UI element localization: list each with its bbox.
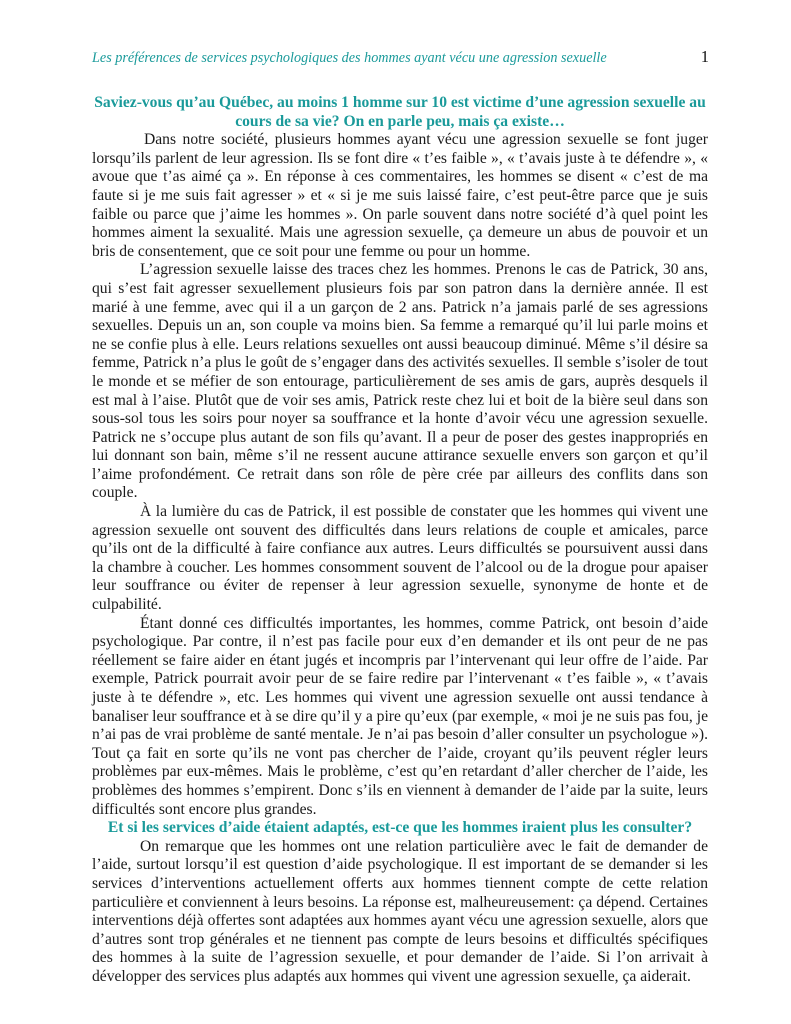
document-body	[92, 94, 708, 987]
paragraph: À la lumière du cas de Patrick, il est possible de constater que les hommes qui vivent une agression sexuelle ont souvent des difficultés dans leurs relations de couple et amicales, parce qu’ils ont de la difficulté à faire confiance aux autres. Leurs difficultés se poursuivent aussi dans la chambre à coucher. Les hommes consomment souvent de l’alcool ou de la drogue pour apaiser leur souffrance ou éviter de repenser à leur agression sexuelle, synonyme de honte et de culpabilité.	[92, 503, 708, 614]
paragraph: Étant donné ces difficultés importantes, les hommes, comme Patrick, ont besoin d’aide psychologique. Par contre, il n’est pas facile pour eux d’en demander et ils ont peur de ne pas réellement se faire aider en étant jugés et incompris par l’intervenant qui leur offre de l’aide. Par exemple, Patrick pourrait avoir peur de se faire redire par l’intervenant « t’es faible », « t’avais juste à te défendre », etc. Les hommes qui vivent une agression sexuelle ont aussi tendance à banaliser leur souffrance et à se dire qu’il y a pire qu’eux (par exemple, « moi je ne suis pas fou, je n’ai pas de vrai problème de santé mentale. Je n’ai pas besoin d’aller consulter un psychologue »). Tout ça fait en sorte qu’ils ne vont pas chercher de l’aide, croyant qu’ils peuvent régler leurs problèmes par eux-mêmes. Mais le problème, c’est qu’en retardant d’aller chercher de l’aide, les problèmes des hommes s’empirent. Donc s’ils en viennent à demander de l’aide par la suite, leurs difficultés sont encore plus grandes.	[92, 614, 708, 818]
running-header	[92, 48, 709, 70]
section-heading-services: Et si les services d’aide étaient adaptés, est-ce que les hommes iraient plus les consulter?	[107, 819, 693, 837]
page-number: 1	[700, 47, 709, 66]
running-header-title: Les préférences de services psychologiques des hommes ayant vécu une agression sexuelle	[92, 50, 607, 66]
paragraph: On remarque que les hommes ont une relation particulière avec le fait de demander de l’aide, surtout lorsqu’il est question d’aide psychologique. Il est important de se demander si les services d’interventions actuellement offerts aux hommes tiennent compte de cette relation particulière et conviennent à leurs besoins. La réponse est, malheureusement: ça dépend. Certaines interventions déjà offertes sont adaptées aux hommes ayant vécu une agression sexuelle, alors que d’autres sont trop générales et ne tiennent pas compte de leurs besoins et difficultés spécifiques des hommes à la suite de l’agression sexuelle, et pour demander de l’aide. Si l’on arrivait à développer des services plus adaptés aux hommes qui vivent une agression sexuelle, ça aiderait.	[92, 837, 708, 985]
section-heading-intro: Saviez-vous qu’au Québec, au moins 1 homme sur 10 est victime d’une agression sexuelle au cours de sa vie? On en parle peu, mais ça existe…	[94, 94, 706, 130]
paragraph: Dans notre société, plusieurs hommes ayant vécu une agression sexuelle se font juger lorsqu’ils parlent de leur agression. Ils se font dire « t’es faible », « t’avais juste à te défendre », « avoue que t’as aimé ça ». En réponse à ces commentaires, les hommes se disent « c’est de ma faute si je me suis fait agresser » et « si je me suis laissé faire, c’est peut-être parce que je suis faible ou parce que j’aime les hommes ». On parle souvent dans notre société d’à quel point les hommes aiment la sexualité. Mais une agression sexuelle, ça demeure un abus de pouvoir et un bris de consentement, que ce soit pour une femme ou pour un homme.	[92, 131, 708, 260]
paragraph: L’agression sexuelle laisse des traces chez les hommes. Prenons le cas de Patrick, 30 ans, qui s’est fait agresser sexuellement plusieurs fois par son patron dans la dernière année. Il est marié à une femme, avec qui il a un garçon de 2 ans. Patrick n’a jamais parlé de ses agressions sexuelles. Depuis un an, son couple va moins bien. Sa femme a remarqué qu’il lui parle moins et ne se confie plus à elle. Leurs relations sexuelles ont aussi beaucoup diminué. Même s’il désire sa femme, Patrick n’a plus le goût de s’engager dans des activités sexuelles. Il semble s’isoler de tout le monde et se méfier de son entourage, particulièrement de ses amis de gars, auprès desquels il est mal à l’aise. Plutôt que de voir ses amis, Patrick reste chez lui et boit de la bière seul dans son sous-sol tous les soirs pour noyer sa souffrance et la honte d’avoir vécu une agression sexuelle. Patrick ne s’occupe plus autant de son fils qu’avant. Il a peur de poser des gestes inappropriés en lui donnant son bain, même s’il ne ressent aucune attirance sexuelle envers son garçon et qu’il l’aime profondément. Ce retrait dans son rôle de père crée par ailleurs des conflits dans son couple.	[92, 261, 708, 502]
